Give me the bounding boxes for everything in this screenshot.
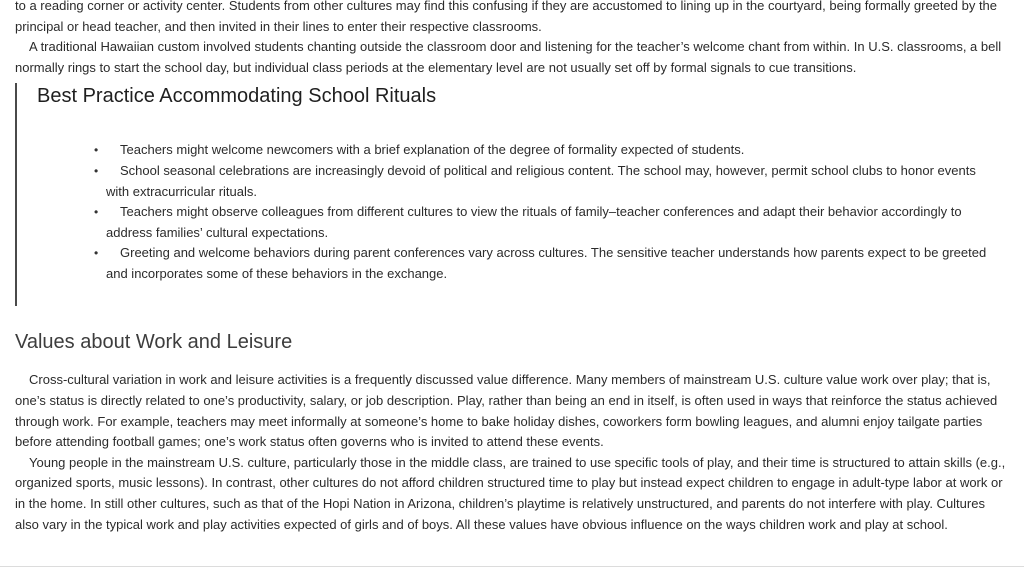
bottom-divider: [0, 566, 1024, 567]
callout-title: Best Practice Accommodating School Rituals: [37, 85, 437, 108]
list-item: [94, 202, 996, 243]
list-item: [94, 243, 996, 284]
list-item-text: Teachers might observe colleagues from different cultures to view the rituals of family–teacher conferences and adapt their behavior accordingly to address families’ cultural expectations.: [106, 204, 962, 240]
intro-paragraph-1: to a reading corner or activity center. Students from other cultures may find this confusing if they are accustomed to lining up in the courtyard, being formally greeted by the principal or head teacher, and then invited in their lines to enter their respective classrooms.: [15, 0, 998, 34]
list-item-text: Teachers might welcome newcomers with a brief explanation of the degree of formality expected of students.: [120, 142, 745, 158]
section-paragraph-2: Young people in the mainstream U.S. culture, particularly those in the middle class, are trained to use specific tools of play, and their time is structured to attain skills (e.g., organized sports, music lessons). In contrast, other cultures do not afford children structured time to play but instead expect children to engage in adult-type labor at work or in the home. In still other cultures, such as that of the Hopi Nation in Arizona, children’s playtime is relatively unstructured, and parents do not interfere with play. Cultures also vary in the typical work and play activities expected of girls and of boys. All these values have obvious influence on the ways children work and play at school.: [15, 454, 1006, 532]
bullet-icon: •: [94, 246, 99, 261]
list-item: [94, 140, 996, 161]
section-heading: Values about Work and Leisure: [15, 331, 293, 354]
list-item-text: School seasonal celebrations are increasingly devoid of political and religious content. The school may, however, permit school clubs to honor events with extracurricular rituals.: [106, 162, 976, 199]
bullet-icon: •: [94, 143, 99, 158]
intro-paragraph-2: A traditional Hawaiian custom involved students chanting outside the classroom door and listening for the teacher’s welcome chant from within. In U.S. classrooms, a bell normally rings to start the school day, but individual class periods at the elementary level are not usually set off by formal signals to cue transitions.: [15, 39, 1002, 75]
section-paragraph-1: Cross-cultural variation in work and leisure activities is a frequently discussed value difference. Many members of mainstream U.S. culture value work over play; that is, one’s status is directly related to one’s productivity, salary, or job description. Play, rather than being an end in itself, is often used in ways that reinforce the status achieved through work. For example, teachers may meet informally at someone’s home to bake holiday dishes, coworkers form bowling leagues, and alumni enjoy tailgate parties before attending football games; one’s work status often governs who is invited to attend these events.: [15, 372, 998, 450]
section-body: [0, 370, 1024, 535]
best-practice-callout: [15, 83, 1017, 306]
list-item: [94, 161, 996, 202]
list-item-text: Greeting and welcome behaviors during parent conferences vary across cultures. The sensitive teacher understands how parents expect to be greeted and incorporates some of these behaviors in the exchange.: [106, 245, 987, 281]
callout-bullet-list: [94, 140, 996, 284]
bullet-icon: •: [94, 205, 99, 220]
bullet-icon: •: [94, 163, 99, 178]
